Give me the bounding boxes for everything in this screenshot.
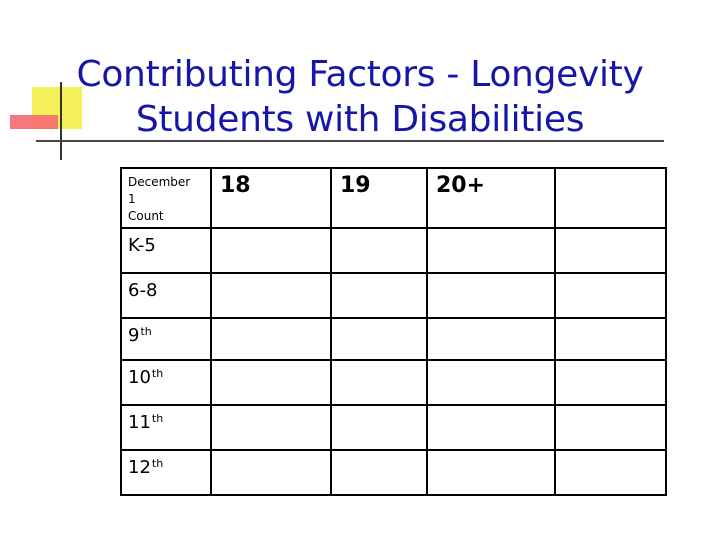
row-label-11th [121,405,211,450]
row-label-9th [121,318,211,360]
table-cell [427,228,555,273]
table-cell [555,228,666,273]
row-label-text: 11 [128,412,151,433]
table-cell [331,228,427,273]
table-cell [555,405,666,450]
row-label-6-8 [121,273,211,318]
table-cell [211,405,331,450]
row-label-k5 [121,228,211,273]
table-cell [555,450,666,495]
row-label-text: 12 [128,457,151,478]
row-label-text: K-5 [128,235,156,256]
row-label-10th [121,360,211,405]
table-cell [427,450,555,495]
table-cell [427,360,555,405]
corner-header-line: Count [128,209,164,223]
row-label-suffix: th [151,457,164,470]
table-cell [331,318,427,360]
row-label-12th [121,450,211,495]
table-row [121,228,666,273]
table-cell [331,360,427,405]
corner-header-cell [121,168,211,228]
table-cell [331,405,427,450]
table-cell [331,273,427,318]
corner-header-line: 1 [128,192,136,206]
table-cell [427,273,555,318]
column-header-20-plus: 20+ [427,168,555,228]
slide-title-line-2: Students with Disabilities [135,99,585,140]
table-cell [211,228,331,273]
table-header-row [121,168,666,228]
longevity-table [120,167,667,496]
column-header-18: 18 [211,168,331,228]
table-row [121,318,666,360]
table-cell [427,405,555,450]
table-cell [211,360,331,405]
table-cell [555,273,666,318]
table-cell [331,450,427,495]
row-label-text: 6-8 [128,280,158,301]
slide-title [0,52,720,142]
row-label-text: 9 [128,325,140,346]
table-row [121,405,666,450]
row-label-text: 10 [128,367,151,388]
table-row [121,273,666,318]
table-cell [211,318,331,360]
column-header-empty [555,168,666,228]
table-cell [211,450,331,495]
table-row [121,450,666,495]
table-cell [555,318,666,360]
corner-header-line: December [128,175,191,189]
table-cell [555,360,666,405]
row-label-suffix: th [140,325,152,338]
column-header-19: 19 [331,168,427,228]
table-row [121,360,666,405]
table-cell [427,318,555,360]
row-label-suffix: th [151,412,164,425]
row-label-suffix: th [151,367,164,380]
table-cell [211,273,331,318]
slide-title-line-1: Contributing Factors - Longevity [76,54,644,95]
